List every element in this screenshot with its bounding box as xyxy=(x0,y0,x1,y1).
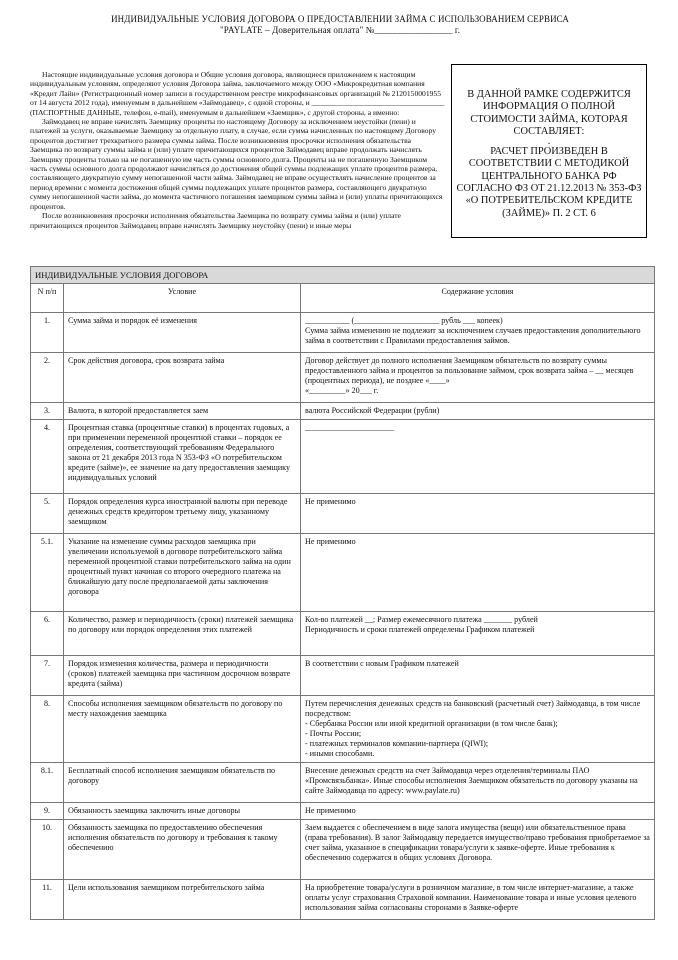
table-row xyxy=(31,353,655,403)
row-content xyxy=(301,820,655,880)
document-title: ИНДИВИДУАЛЬНЫЕ УСЛОВИЯ ДОГОВОРА О ПРЕДОСТАВЛЕНИИ ЗАЙМА С ИСПОЛЬЗОВАНИЕМ СЕРВИСА xyxy=(111,14,569,24)
row-number: 10. xyxy=(31,820,64,880)
row-number: 9. xyxy=(31,803,64,820)
content-line: ___________ (_____________________ рубль ___ копеек) xyxy=(305,316,503,325)
row-number: 8. xyxy=(31,696,64,763)
row-content: Не применимо xyxy=(301,494,655,534)
row-number: 5.1. xyxy=(31,534,64,612)
row-condition: Срок действия договора, срок возврата займа xyxy=(64,353,301,403)
full-cost-box xyxy=(451,64,647,238)
row-condition: Обязанность заемщика по предоставлению обеспечения исполнения обязательств по договору и требования к такому обеспечению xyxy=(64,820,301,880)
row-number: 11. xyxy=(31,880,64,920)
table-row xyxy=(31,763,655,803)
row-condition: Способы исполнения заемщиком обязательств по договору по месту нахождения заемщика xyxy=(64,696,301,763)
intro-paragraph-4: После возникновения просрочки исполнения обязательства Заемщика по возврату суммы займа и (или) уплате причитающихся процентов Займодавец вправе начислять Заемщику неустойку (пени) и иные меры xyxy=(30,211,401,230)
table-section-title: ИНДИВИДУАЛЬНЫЕ УСЛОВИЯ ДОГОВОРА xyxy=(31,267,655,284)
row-condition: Валюта, в которой предоставляется заем xyxy=(64,403,301,420)
table-row xyxy=(31,313,655,353)
row-number: 8.1. xyxy=(31,763,64,803)
row-number: 7. xyxy=(31,656,64,696)
row-content xyxy=(301,612,655,656)
table-row xyxy=(31,656,655,696)
full-cost-method-note: РАСЧЕТ ПРОИЗВЕДЕН В СООТВЕТСТВИИ С МЕТОДИКОЙ ЦЕНТРАЛЬНОГО БАНКА РФ СОГЛАСНО ФЗ ОТ 21.12.2013 № 353-ФЗ «О ПОТРЕБИТЕЛЬСКОМ КРЕДИТЕ (ЗАЙМЕ)» П. 2 СТ. 6 xyxy=(456,146,642,219)
row-content: валюта Российской Федерации (рубли) xyxy=(301,403,655,420)
row-content xyxy=(301,696,655,763)
table-row xyxy=(31,420,655,494)
table-row xyxy=(31,494,655,534)
row-number: 4. xyxy=(31,420,64,494)
content-line: Заем выдается с обеспечением в виде залога имущества (вещи) или обязательственное права xyxy=(305,823,626,832)
content-line: Кол-во платежей __; Размер ежемесячного платежа _______ рублей xyxy=(305,615,538,624)
table-header-row xyxy=(31,284,655,313)
column-header-content: Содержание условия xyxy=(301,284,655,313)
content-line: Сумма займа изменению не подлежит за исключением случаев предоставления дополнительного займа в соответствии с Правилами предоставления займов. xyxy=(305,326,641,345)
intro-paragraph-1: Настоящие индивидуальные условия договора и Общие условия договора, являющиеся приложением к настоящим индивидуальным условиям, определяют условия Договора займа, заключаемого между ООО «Микрокредитная компания «Кредит Лайн» (Регистрационный номер записи в государственном реестре микрофинансовых организаций № 2120150001955 от 14 августа 2012 года), именуемым в дальнейшем «Займодавец», с одной стороны, и ___________________________________ xyxy=(30,70,445,108)
column-header-number: N п/п xyxy=(31,284,64,313)
row-condition: Обязанность заемщика заключить иные договоры xyxy=(64,803,301,820)
row-condition: Порядок определения курса иностранной валюты при переводе денежных средств кредитором третьему лицу, указанному заемщиком xyxy=(64,494,301,534)
table-row xyxy=(31,880,655,920)
row-content: Внесение денежных средств на счет Займодавца через отделения/терминалы ПАО «Промсвязьбанка». Иные способы исполнения Заемщиком обязательств по договору указаны на сайте Займодавца по адресу: www.paylate.ru) xyxy=(301,763,655,803)
row-condition: Сумма займа и порядок её изменения xyxy=(64,313,301,353)
row-number: 3. xyxy=(31,403,64,420)
table-row xyxy=(31,803,655,820)
row-condition: Процентная ставка (процентные ставки) в процентах годовых, а при применении переменной процентной ставки – порядок ее определения, соответствующий требованиям Федерального закона от 21 декабря 2013 года N 353-ФЗ «О потребительском кредите (займе)», ее значение на дату предоставления заемщику индивидуальных условий xyxy=(64,420,301,494)
content-line: Договор действует до полного исполнения Заемщиком обязательств по возврату суммы предоставленного займа и процентов за пользование займом, срок возврата займа – __ месяцев (процентных периода), не позднее «____» xyxy=(305,356,634,385)
conditions-table xyxy=(30,266,655,920)
row-number: 5. xyxy=(31,494,64,534)
content-line: «_________» 20___ г. xyxy=(305,386,379,395)
row-condition: Бесплатный способ исполнения заемщиком обязательств по договору xyxy=(64,763,301,803)
content-line: - Почты России; xyxy=(305,729,362,738)
intro-text xyxy=(30,70,445,230)
content-line: Периодичность и сроки платежей определены Графиком платежей xyxy=(305,625,535,634)
row-content xyxy=(301,313,655,353)
row-content: Не применимо xyxy=(301,534,655,612)
row-content: ______________________ xyxy=(301,420,655,494)
document-subtitle: "PAYLATE – Доверительная оплата" №_________________ г. xyxy=(219,25,461,35)
row-number: 1. xyxy=(31,313,64,353)
row-number: 6. xyxy=(31,612,64,656)
table-section-row xyxy=(31,267,655,284)
row-condition: Порядок изменения количества, размера и периодичности (сроков) платежей заемщика при частичном досрочном возврате кредита (займа) xyxy=(64,656,301,696)
row-number: 2. xyxy=(31,353,64,403)
content-line: - иными способами. xyxy=(305,749,375,758)
row-content: В соответствии с новым Графиком платежей xyxy=(301,656,655,696)
content-line: Путем перечисления денежных средств на банковский (расчетный счет) Займодавца, в том числе посредством: xyxy=(305,699,641,718)
intro-paragraph-2: (ПАСПОРТНЫЕ ДАННЫЕ, телефон, e-mail), именуемым в дальнейшем «Заемщик», с другой стороны, а именно: xyxy=(30,107,400,117)
row-condition: Указание на изменение суммы расходов заемщика при увеличении используемой в договоре потребительского займа переменной процентной ставки потребительского займа на один процентный пункт начиная со второго очередного платежа на ближайшую дату после предполагаемой даты заключения договора xyxy=(64,534,301,612)
intro-paragraph-3: Займодавец не вправе начислять Заемщику проценты по настоящему Договору за исключением неустойки (пени) и платежей за услуги, оказываемые Заемщику за отдельную плату, в случае, если сумма начисленных по настоящему Договору процентов достигнет трехкратного размера суммы займа. После возникновения просрочки исполнения обязательства Заемщика по возврату суммы займа и (или) уплате причитающихся процентов Займодавец вправе продолжать начислять Заемщику проценты только на не погашенную им часть суммы основного долга. Проценты на не погашенную Заемщиком часть суммы основного долга продолжают начисляться до достижения общей суммы подлежащих уплате процентов размера, составляющего двукратную сумму непогашенной части займа. Займодавец не вправе осуществлять начисление процентов за период времени с момента достижения общей суммы подлежащих уплате процентов размера, составляющего двукратную сумму непогашенной части займа, до момента частичного погашения заемщиком суммы займа и (или) уплаты причитающихся процентов. xyxy=(30,117,443,211)
column-header-condition: Условие xyxy=(64,284,301,313)
row-condition: Количество, размер и периодичность (сроки) платежей заемщика по договору или порядок определения этих платежей xyxy=(64,612,301,656)
table-row xyxy=(31,403,655,420)
full-cost-value: . xyxy=(547,136,551,148)
table-row xyxy=(31,534,655,612)
content-line: - Сбербанка России или иной кредитной организации (в том числе банк); xyxy=(305,719,558,728)
row-content: На приобретение товара/услуги в розничном магазине, в том числе интернет-магазине, а также оплаты услуг страхования Страховой компании. Наименование товара и иные условия целевого использования займа согласованы сторонами в Заявке-оферте xyxy=(301,880,655,920)
full-cost-heading: В ДАННОЙ РАМКЕ СОДЕРЖИТСЯ ИНФОРМАЦИЯ О ПОЛНОЙ СТОИМОСТИ ЗАЙМА, КОТОРАЯ СОСТАВЛЯЕТ: xyxy=(467,89,631,137)
table-row xyxy=(31,820,655,880)
content-line: (права требования). В залог Займодавцу передается имущество/право требования приобретаемое за счет займа, указанное в спецификации товара/услуги к заявке-оферте. Иные требования к обеспечению содержатся в общих условиях Договора. xyxy=(305,833,650,862)
row-condition: Цели использования заемщиком потребительского займа xyxy=(64,880,301,920)
table-row xyxy=(31,612,655,656)
row-content xyxy=(301,353,655,403)
content-line: - платежных терминалов компании-партнера (QIWI); xyxy=(305,739,489,748)
table-row xyxy=(31,696,655,763)
row-content: Не применимо xyxy=(301,803,655,820)
document-header xyxy=(40,14,640,36)
